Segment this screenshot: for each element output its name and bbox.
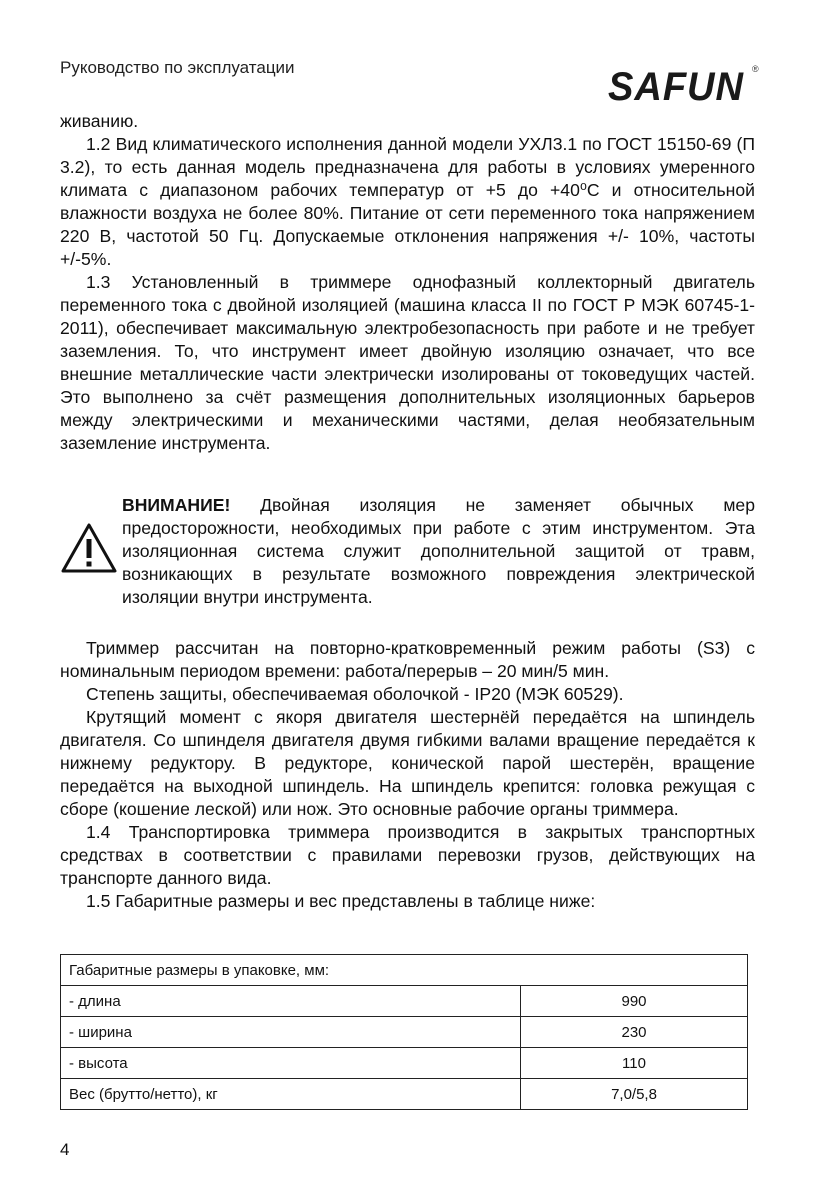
main-text — [60, 637, 755, 913]
paragraph-1-4: 1.4 Транспортировка триммера производится в закрытых транспортных средствах в соответствии с правилами перевозки грузов, действующих на транспорте данного вида. — [60, 822, 755, 888]
safun-logo-text: SAFUN — [608, 65, 745, 106]
table-row — [61, 1048, 748, 1079]
paragraph-duty-mode: Триммер рассчитан на повторно-кратковременный режим работы (S3) с номинальным периодом времени: работа/перерыв – 20 мин/5 мин. — [60, 638, 755, 681]
paragraph-1-3: 1.3 Установленный в триммере однофазный коллекторный двигатель переменного тока с двойной изоляцией (машина класса II по ГОСТ Р МЭК 60745-1-2011), обеспечивает максимальную электробезопасность при работе и не требует заземления. То, что инструмент имеет двойную изоляцию означает, что все внешние металлические части электрически изолированы от токоведущих частей. Это выполнено за счёт размещения дополнительных изоляционных барьеров между электрическими и механическими частями, делая необязательным заземление инструмента. — [60, 272, 755, 453]
table-header-cell: Габаритные размеры в упаковке, мм: — [61, 955, 748, 986]
paragraph-torque: Крутящий момент с якоря двигателя шестернёй передаётся на шпиндель двигателя. Со шпинделя двигателя двумя гибкими валами вращение передаётся к нижнему редуктору. В редукторе, конической парой шестерён, вращение передаётся на выходной шпиндель. На шпиндель крепится: головка режущая с сборе (кошение леской) или нож. Это основные рабочие органы триммера. — [60, 707, 755, 819]
warning-body: Двойная изоляция не заменяет обычных мер предосторожности, необходимых при работе с этим инструментом. Эта изоляционная система служит дополнительной защитой от травм, возникающих в результате возможного повреждения электрической изоляции внутри инструмента. — [122, 495, 755, 607]
registered-mark: ® — [752, 64, 759, 74]
row-label: - ширина — [61, 1017, 521, 1048]
dimensions-table — [60, 954, 748, 1110]
intro-text — [60, 110, 755, 455]
table-row — [61, 1017, 748, 1048]
row-value: 7,0/5,8 — [521, 1079, 748, 1110]
warning-label: ВНИМАНИЕ! — [122, 495, 231, 515]
running-header: Руководство по эксплуатации — [60, 58, 295, 77]
warning-block — [60, 494, 755, 618]
table-row — [61, 986, 748, 1017]
table-header-row — [61, 955, 748, 986]
row-value: 110 — [521, 1048, 748, 1079]
row-label: - длина — [61, 986, 521, 1017]
paragraph-1-5: 1.5 Габаритные размеры и вес представлены в таблице ниже: — [86, 891, 596, 911]
warning-triangle-icon — [60, 522, 118, 574]
safun-logo — [606, 56, 766, 106]
paragraph-protection: Степень защиты, обеспечиваемая оболочкой - IP20 (МЭК 60529). — [86, 684, 624, 704]
warning-text — [122, 494, 755, 609]
table-row — [61, 1079, 748, 1110]
row-value: 230 — [521, 1017, 748, 1048]
row-value: 990 — [521, 986, 748, 1017]
row-label: - высота — [61, 1048, 521, 1079]
paragraph-continued: живанию. — [60, 111, 139, 131]
row-label: Вес (брутто/нетто), кг — [61, 1079, 521, 1110]
page-number: 4 — [60, 1140, 70, 1159]
paragraph-1-2: 1.2 Вид климатического исполнения данной модели УХЛ3.1 по ГОСТ 15150-69 (П 3.2), то есть данная модель предназначена для работы в условиях умеренного климата с диапазоном рабочих температур от +5 до +40⁰С и относительной влажности воздуха не более 80%. Питание от сети переменного тока напряжением 220 В, частотой 50 Гц. Допускаемые отклонения напряжения +/- 10%, частоты +/-5%. — [60, 134, 755, 269]
